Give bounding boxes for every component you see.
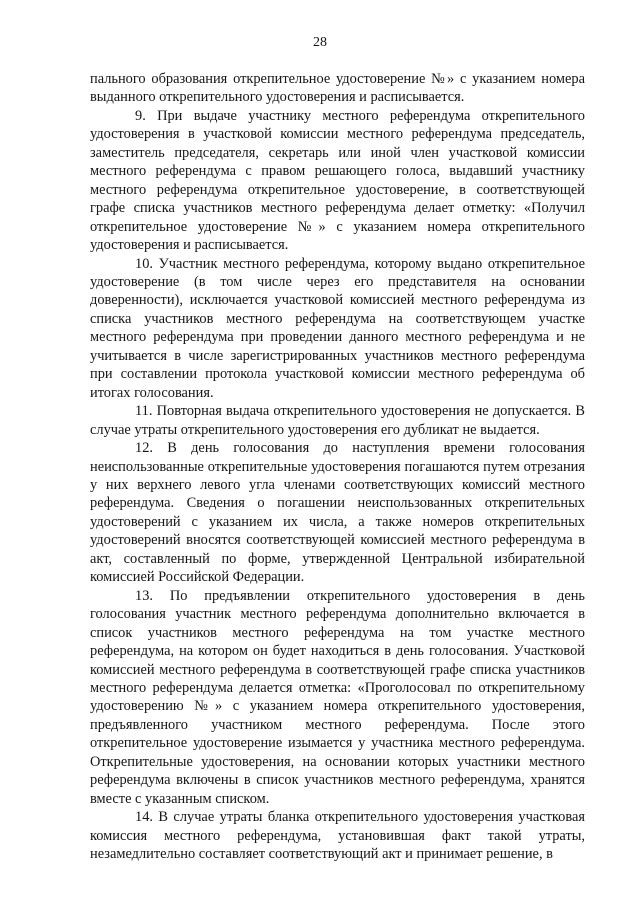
- paragraph-9: 9. При выдаче участнику местного референдума открепительного удостоверения в участковой комиссии местного референдума председатель, заместитель председателя, секретарь или иной член участковой комиссии местного референдума с правом решающего голоса, выдавший участнику местного референдума открепительное удостоверение, в соответствующей графе списка участников местного референдума делает отметку: «Получил открепительное удостоверение №» с указанием номера открепительного удостоверения и расписывается.: [90, 107, 585, 254]
- document-body: [90, 70, 585, 863]
- page-number: 28: [313, 35, 327, 50]
- paragraph-12: 12. В день голосования до наступления времени голосования неиспользованные открепительные удостоверения погашаются путем отрезания у них верхнего левого угла членами соответствующих комиссий местного референдума. Сведения о погашении неиспользованных открепительных удостоверений с указанием их числа, а также номеров открепительных удостоверений вносятся соответствующей комиссией местного референдума в акт, составленный по форме, утвержденной Центральной избирательной комиссией Российской Федерации.: [90, 440, 585, 586]
- paragraph-10: 10. Участник местного референдума, которому выдано открепительное удостоверение (в том числе через его представителя на основании доверенности), исключается участковой комиссией местного референдума из списка участников местного референдума на соответствующем участке местного референдума при проведении данного местного референдума и не учитывается в числе зарегистрированных участников местного референдума при составлении протокола участковой комиссии местного референдума об итогах голосования.: [90, 255, 585, 401]
- paragraph-14: 14. В случае утраты бланка открепительного удостоверения участковая комиссия местного референдума, установившая факт такой утраты, незамедлительно составляет соответствующий акт и принимает решение, в: [90, 809, 585, 863]
- paragraph-continuation: пального образования открепительное удостоверение №» с указанием номера выданного открепительного удостоверения и расписывается.: [90, 71, 585, 106]
- paragraph-13: 13. По предъявлении открепительного удостоверения в день голосования участник местного референдума дополнительно включается в список участников местного референдума на том участке местного референдума, на котором он будет находиться в день голосования. Участковой комиссией местного референдума в соответствующей графе списка участников местного референдума делается отметка: «Проголосовал по открепительному удостоверению №» с указанием номера открепительного удостоверения, предъявленного участником местного референдума. После этого открепительное удостоверение изымается у участника местного референдума. Открепительные удостоверения, на основании которых участники местного референдума включены в список участников местного референдума, хранятся вместе с указанным списком.: [90, 587, 585, 807]
- paragraph-11: 11. Повторная выдача открепительного удостоверения не допускается. В случае утраты открепительного удостоверения его дубликат не выдается.: [90, 403, 585, 438]
